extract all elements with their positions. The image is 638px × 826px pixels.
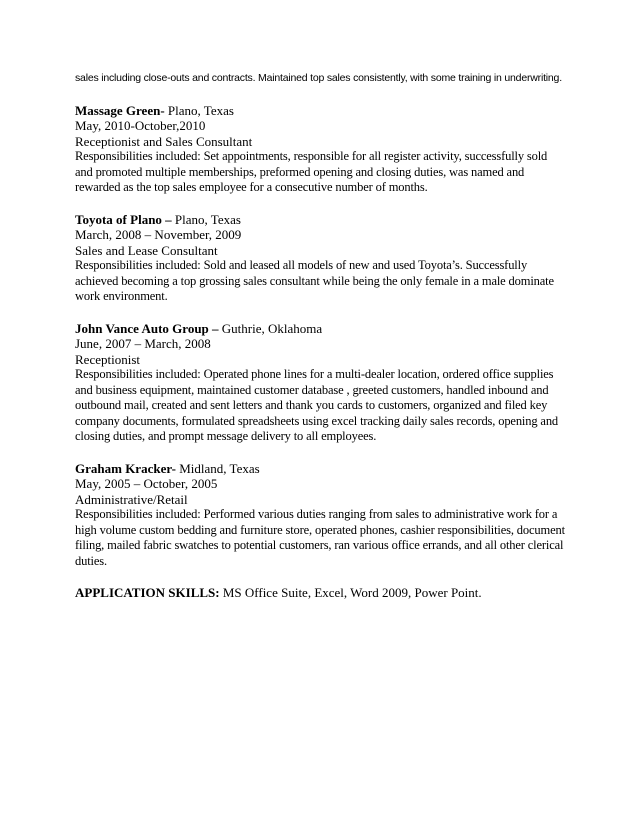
job-responsibilities: Responsibilities included: Set appointments, responsible for all register activity, successfully sold and promoted multiple memberships, preformed opening and closing duties, was named and rewarded as the top sales employee for a consecutive number of months. — [75, 149, 548, 194]
job-location: Plano, Texas — [171, 211, 241, 227]
job-responsibilities: Responsibilities included: Performed various duties ranging from sales to administrative work for a high volume custom bedding and furniture store, operated phones, cashier responsibilities, document filing, mailed fabric swatches to potential customers, ran various office errands, and all other clerical duties. — [75, 507, 565, 568]
job-header — [75, 103, 565, 119]
job-entry-john-vance-auto-group — [75, 321, 565, 445]
job-location: Plano, Texas — [164, 102, 234, 118]
job-title: Administrative/Retail — [75, 491, 188, 507]
application-skills — [75, 585, 565, 601]
job-dates: May, 2005 – October, 2005 — [75, 476, 218, 491]
employer-name: John Vance Auto Group – — [75, 320, 219, 336]
job-header — [75, 321, 565, 337]
job-dates: March, 2008 – November, 2009 — [75, 227, 242, 242]
job-header — [75, 461, 565, 477]
job-title: Receptionist and Sales Consultant — [75, 133, 253, 149]
employer-name: Toyota of Plano – — [75, 211, 172, 227]
intro-paragraph: sales including close-outs and contracts. Maintained top sales consistently, with some training in underwriting. — [75, 72, 562, 84]
job-responsibilities: Responsibilities included: Operated phone lines for a multi-dealer location, ordered office supplies and business equipment, maintained customer database , greeted customers, handled inbound and outbound mail, created and sent letters and thank you cards to customers, organized and filed key company documents, formulated spreadsheets using excel tracking daily sales records, opening and closing duties, and prompt message delivery to all employees. — [75, 367, 559, 443]
skills-value: MS Office Suite, Excel, Word 2009, Power Point. — [219, 585, 482, 600]
employer-name: Graham Kracker- — [75, 460, 176, 476]
skills-label: APPLICATION SKILLS: — [75, 585, 220, 600]
job-entry-graham-kracker — [75, 461, 565, 570]
job-title: Sales and Lease Consultant — [75, 242, 218, 258]
resume-page — [75, 71, 565, 601]
employer-name: Massage Green- — [75, 102, 165, 118]
job-header — [75, 212, 565, 228]
job-dates: June, 2007 – March, 2008 — [75, 336, 211, 351]
job-title: Receptionist — [75, 351, 140, 367]
job-entry-massage-green — [75, 103, 565, 196]
job-responsibilities: Responsibilities included: Sold and leased all models of new and used Toyota’s. Successfully achieved becoming a top grossing sales consultant while being the only female in a male dominate work environment. — [75, 258, 554, 303]
job-location: Midland, Texas — [175, 460, 260, 476]
job-dates: May, 2010-October,2010 — [75, 118, 206, 133]
job-location: Guthrie, Oklahoma — [218, 320, 323, 336]
job-entry-toyota-of-plano — [75, 212, 565, 305]
